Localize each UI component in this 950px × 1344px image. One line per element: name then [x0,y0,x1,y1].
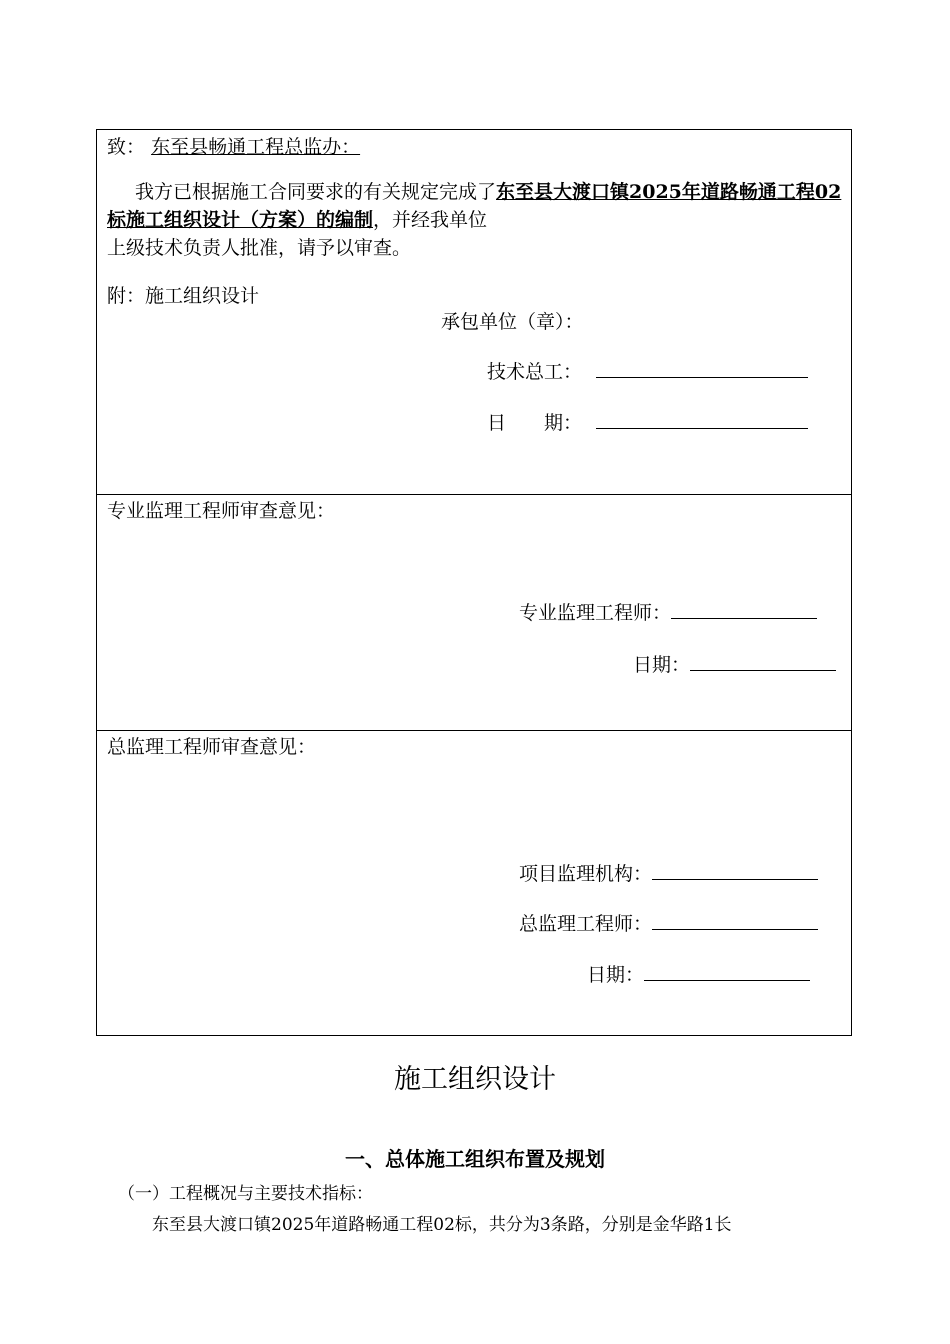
body-prefix: 我方已根据施工合同要求的有关规定完成了 [135,181,497,203]
body-suffix: ，并经我单位 [373,209,488,231]
attachment-text: 附：施工组织设计 [107,285,260,307]
chief-review-title: 总监理工程师审查意见： [107,736,317,758]
project-org-label: 项目监理机构： [519,863,653,885]
date-line-1[interactable] [596,410,808,429]
date-row-3 [587,962,810,987]
document-title: 施工组织设计 [394,1064,556,1095]
date-row-2 [633,652,836,677]
subsection-heading: （一）工程概况与主要技术指标： [118,1184,373,1204]
date-row-1 [487,410,808,435]
overview-paragraph: 东至县大渡口镇2025年道路畅通工程02标，共分为3条路，分别是金华路1长 [152,1215,732,1235]
date-line-2[interactable] [690,652,836,671]
addressee-label: 致： [107,136,146,158]
chief-engineer-label: 总监理工程师： [519,913,653,935]
tech-chief-label: 技术总工： [487,361,583,383]
addressee-line [107,135,360,159]
tech-chief-signature-line[interactable] [596,359,808,378]
date-line-3[interactable] [644,962,810,981]
chief-engineer-signature-line[interactable] [652,911,818,930]
submission-section [97,130,851,494]
body-line-2: 上级技术负责人批准，请予以审查。 [107,237,412,259]
tech-chief-row [487,359,808,384]
date-label-1: 日 期： [487,412,583,434]
specialist-signature-line[interactable] [671,600,817,619]
approval-form [96,129,852,1036]
specialist-review-title: 专业监理工程师审查意见： [107,500,336,522]
specialist-label: 专业监理工程师： [519,602,672,624]
project-org-signature-line[interactable] [652,861,818,880]
date-label-2: 日期： [633,654,691,676]
date-label-3: 日期： [587,964,645,986]
submission-paragraph [107,178,843,262]
contractor-label: 承包单位（章）： [441,311,584,333]
section-heading: 一、总体施工组织布置及规划 [345,1147,605,1171]
specialist-review-section [97,494,851,730]
specialist-row [519,600,817,625]
project-name: 东至县大渡口镇2025年道路畅通工程02标施工组织设计（方案）的编制 [107,181,842,231]
chief-review-section [97,730,851,1035]
addressee-value: 东至县畅通工程总监办： [151,136,361,158]
chief-engineer-row [519,911,818,936]
project-org-row [519,861,818,886]
